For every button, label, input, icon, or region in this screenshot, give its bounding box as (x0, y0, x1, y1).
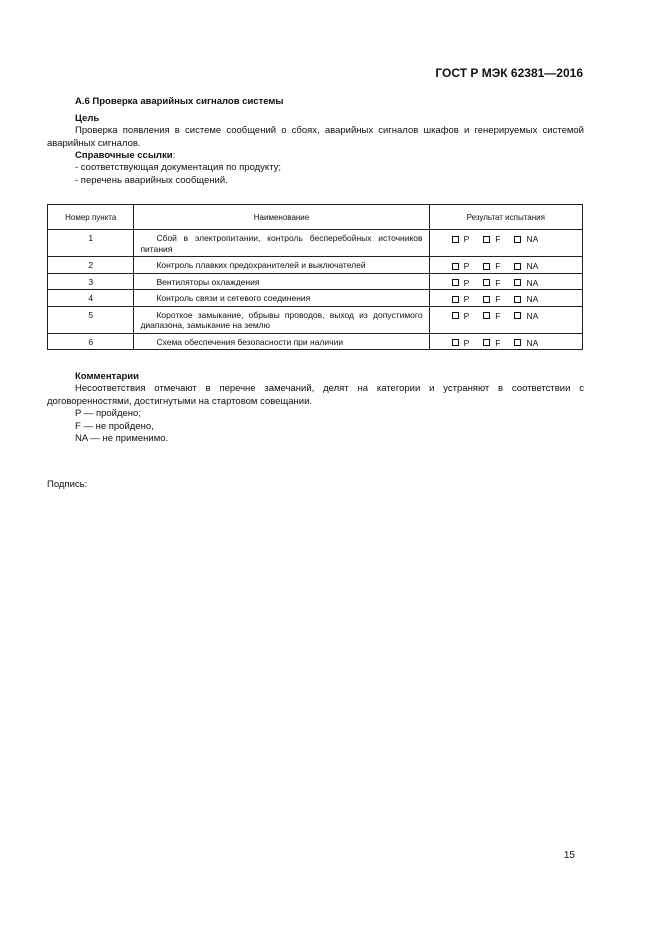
checkbox-icon[interactable] (452, 236, 459, 243)
references-heading (47, 150, 612, 163)
checkbox-icon[interactable] (483, 296, 490, 303)
test-results-table (47, 204, 583, 350)
result-option-p[interactable] (452, 234, 470, 244)
result-option-f[interactable] (483, 261, 500, 271)
checkbox-icon[interactable] (514, 236, 521, 243)
result-options (431, 308, 581, 321)
references-list (47, 162, 612, 187)
comments-text: Несоответствия отмечают в перечне замечаний, делят на категории и устраняют в соответствии с договоренностями, достигнутыми на стартовом совещании. (47, 383, 584, 407)
result-option-f[interactable] (483, 338, 500, 348)
table-row (48, 290, 583, 307)
checkbox-icon[interactable] (452, 339, 459, 346)
result-option-label: NA (526, 277, 539, 288)
checkbox-icon[interactable] (514, 279, 521, 286)
result-option-label: F (495, 337, 501, 348)
reference-item: - перечень аварийных сообщений. (75, 174, 228, 186)
checkbox-icon[interactable] (514, 296, 521, 303)
result-option-label: NA (526, 234, 539, 244)
result-option-na[interactable] (514, 294, 538, 304)
comments-heading: Комментарии (75, 371, 139, 382)
result-option-label: NA (526, 294, 539, 304)
legend-item-f: F — не пройдено, (75, 420, 154, 432)
result-option-p[interactable] (452, 311, 470, 321)
row-result (429, 257, 582, 274)
checkbox-icon[interactable] (514, 263, 521, 270)
result-option-label: P (463, 234, 470, 244)
result-option-label: F (495, 277, 501, 288)
legend-item-na: NA — не применимо. (75, 433, 169, 444)
table-header-row (48, 205, 583, 230)
row-name: Вентиляторы охлаждения (134, 273, 429, 290)
result-option-na[interactable] (514, 261, 538, 271)
signature-label: Подпись: (47, 479, 88, 490)
result-option-label: P (463, 337, 470, 348)
comments-block (47, 383, 584, 446)
standard-code: ГОСТ Р МЭК 62381—2016 (435, 66, 583, 80)
row-name: Контроль плавких предохранителей и выключателей (134, 257, 429, 274)
table-row (48, 257, 583, 274)
checkbox-icon[interactable] (483, 312, 490, 319)
result-option-label: P (463, 294, 470, 304)
result-options (431, 291, 581, 304)
checkbox-icon[interactable] (483, 279, 490, 286)
result-option-label: F (495, 261, 501, 271)
result-option-p[interactable] (452, 261, 470, 271)
checkbox-icon[interactable] (483, 236, 490, 243)
goal-heading: Цель (75, 113, 100, 124)
result-option-label: NA (526, 261, 539, 271)
header-result: Результат испытания (429, 205, 582, 230)
row-result (429, 290, 582, 307)
result-options (431, 231, 581, 244)
goal-text-content: Проверка появления в системе сообщений о сбоях, аварийных сигналов шкафов и генерируемых системой аварийных сигналов. (47, 125, 584, 149)
row-number: 6 (48, 333, 134, 350)
result-options (431, 335, 581, 348)
result-option-na[interactable] (514, 338, 538, 348)
result-option-label: F (495, 310, 501, 321)
row-result (429, 306, 582, 333)
row-name: Схема обеспечения безопасности при наличии (134, 333, 429, 350)
result-option-f[interactable] (483, 278, 500, 288)
result-option-label: P (463, 310, 470, 321)
result-option-label: F (495, 234, 501, 244)
result-option-na[interactable] (514, 278, 538, 288)
result-option-label: NA (526, 310, 539, 321)
row-result (429, 273, 582, 290)
result-option-label: NA (526, 337, 539, 348)
row-number: 5 (48, 306, 134, 333)
legend-item-p: P — пройдено; (75, 408, 141, 419)
result-option-f[interactable] (483, 294, 500, 304)
checkbox-icon[interactable] (483, 339, 490, 346)
row-name: Контроль связи и сетевого соединения (134, 290, 429, 307)
result-options (431, 258, 581, 271)
row-name: Короткое замыкание, обрывы проводов, выход из допустимого диапазона, замыкание на землю (134, 306, 429, 333)
checkbox-icon[interactable] (452, 279, 459, 286)
reference-item: - соответствующая документация по продукту; (75, 162, 282, 173)
result-option-p[interactable] (452, 338, 470, 348)
section-title: А.6 Проверка аварийных сигналов системы (75, 96, 284, 107)
checkbox-icon[interactable] (452, 296, 459, 303)
result-options (431, 275, 581, 288)
row-number: 4 (48, 290, 134, 307)
row-result (429, 333, 582, 350)
result-option-label: P (463, 277, 470, 288)
row-result (429, 230, 582, 257)
table-row (48, 306, 583, 333)
result-option-na[interactable] (514, 311, 538, 321)
checkbox-icon[interactable] (452, 263, 459, 270)
row-number: 3 (48, 273, 134, 290)
result-option-f[interactable] (483, 311, 500, 321)
result-option-label: P (463, 261, 470, 271)
result-option-label: F (495, 294, 501, 304)
table-row (48, 273, 583, 290)
header-name: Наименование (134, 205, 429, 230)
table-row (48, 230, 583, 257)
table-row (48, 333, 583, 350)
goal-text (47, 125, 584, 150)
row-name: Сбой в электропитании, контроль бесперебойных источников питания (134, 230, 429, 257)
result-option-f[interactable] (483, 234, 500, 244)
result-option-p[interactable] (452, 278, 470, 288)
references-heading-label: Справочные ссылки (75, 150, 173, 161)
checkbox-icon[interactable] (452, 312, 459, 319)
header-num: Номер пункта (48, 205, 134, 230)
row-number: 1 (48, 230, 134, 257)
row-number: 2 (48, 257, 134, 274)
result-option-p[interactable] (452, 294, 470, 304)
page-number: 15 (563, 850, 575, 861)
checkbox-icon[interactable] (514, 339, 521, 346)
checkbox-icon[interactable] (483, 263, 490, 270)
result-option-na[interactable] (514, 234, 538, 244)
checkbox-icon[interactable] (514, 312, 521, 319)
references-heading-suffix: : (172, 150, 176, 161)
